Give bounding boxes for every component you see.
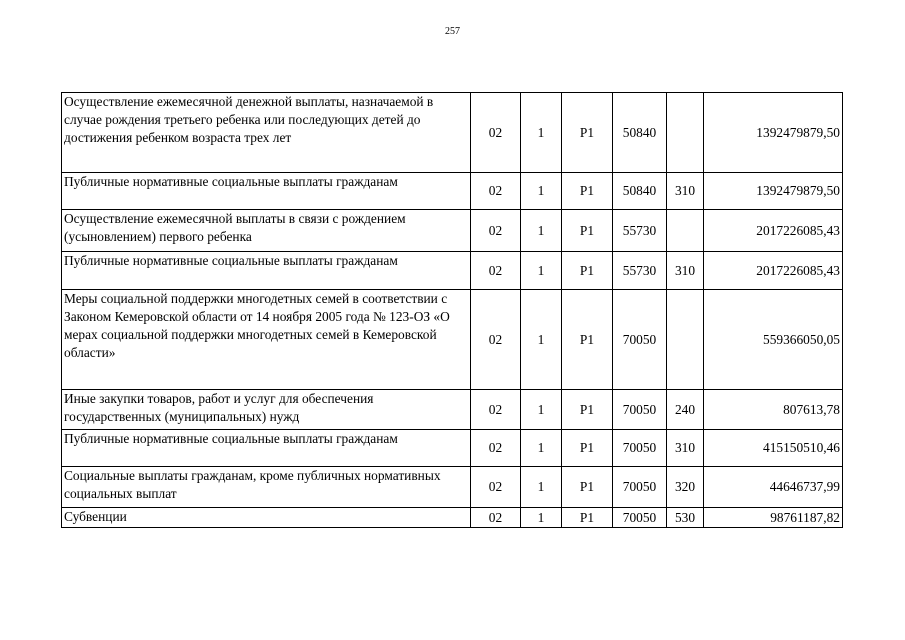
amount-cell: 2017226085,43: [704, 210, 843, 252]
page-number: 257: [445, 26, 460, 37]
expense-type-cell: 530: [667, 508, 704, 528]
amount-cell: 559366050,05: [704, 290, 843, 390]
row-name-cell: Публичные нормативные социальные выплаты гражданам: [62, 430, 471, 467]
direction-code-cell: 70050: [613, 390, 667, 430]
section-code-cell: 02: [471, 390, 521, 430]
direction-code-cell: 70050: [613, 508, 667, 528]
amount-cell: 415150510,46: [704, 430, 843, 467]
subprogram-code-cell: P1: [562, 210, 613, 252]
section-code-cell: 02: [471, 173, 521, 210]
subprogram-code-cell: P1: [562, 93, 613, 173]
row-name-cell: Иные закупки товаров, работ и услуг для обеспечения государственных (муниципальных) нужд: [62, 390, 471, 430]
expense-type-cell: 310: [667, 430, 704, 467]
expense-type-cell: [667, 210, 704, 252]
section-code-cell: 02: [471, 508, 521, 528]
section-code-cell: 02: [471, 290, 521, 390]
section-code-cell: 02: [471, 210, 521, 252]
direction-code-cell: 70050: [613, 430, 667, 467]
program-code-cell: 1: [521, 390, 562, 430]
direction-code-cell: 70050: [613, 290, 667, 390]
table-row: [62, 93, 843, 173]
section-code-cell: 02: [471, 467, 521, 508]
row-name-cell: Субвенции: [62, 508, 471, 528]
table-row: [62, 290, 843, 390]
program-code-cell: 1: [521, 252, 562, 290]
expense-type-cell: 310: [667, 173, 704, 210]
row-name-cell: Социальные выплаты гражданам, кроме публичных нормативных социальных выплат: [62, 467, 471, 508]
program-code-cell: 1: [521, 210, 562, 252]
subprogram-code-cell: P1: [562, 173, 613, 210]
amount-cell: 1392479879,50: [704, 173, 843, 210]
subprogram-code-cell: P1: [562, 290, 613, 390]
expense-type-cell: 310: [667, 252, 704, 290]
row-name-cell: Осуществление ежемесячной денежной выплаты, назначаемой в случае рождения третьего ребенка или последующих детей до достижения ребенком возраста трех лет: [62, 93, 471, 173]
table-row: [62, 252, 843, 290]
table-row: [62, 173, 843, 210]
table-row: [62, 467, 843, 508]
direction-code-cell: 50840: [613, 173, 667, 210]
expense-type-cell: 320: [667, 467, 704, 508]
row-name-cell: Публичные нормативные социальные выплаты гражданам: [62, 173, 471, 210]
row-name-cell: Меры социальной поддержки многодетных семей в соответствии с Законом Кемеровской области от 14 ноября 2005 года № 123-ОЗ «О мерах социальной поддержки многодетных семей в Кемеровской области»: [62, 290, 471, 390]
program-code-cell: 1: [521, 467, 562, 508]
table-row: [62, 430, 843, 467]
amount-cell: 807613,78: [704, 390, 843, 430]
subprogram-code-cell: P1: [562, 430, 613, 467]
section-code-cell: 02: [471, 93, 521, 173]
amount-cell: 44646737,99: [704, 467, 843, 508]
amount-cell: 98761187,82: [704, 508, 843, 528]
subprogram-code-cell: P1: [562, 252, 613, 290]
subprogram-code-cell: P1: [562, 390, 613, 430]
row-name-cell: Осуществление ежемесячной выплаты в связи с рождением (усыновлением) первого ребенка: [62, 210, 471, 252]
amount-cell: 1392479879,50: [704, 93, 843, 173]
budget-table: [61, 92, 843, 528]
program-code-cell: 1: [521, 290, 562, 390]
direction-code-cell: 70050: [613, 467, 667, 508]
table-row: [62, 508, 843, 528]
table-row: [62, 210, 843, 252]
section-code-cell: 02: [471, 252, 521, 290]
expense-type-cell: [667, 93, 704, 173]
subprogram-code-cell: P1: [562, 467, 613, 508]
direction-code-cell: 55730: [613, 210, 667, 252]
row-name-cell: Публичные нормативные социальные выплаты гражданам: [62, 252, 471, 290]
direction-code-cell: 55730: [613, 252, 667, 290]
program-code-cell: 1: [521, 430, 562, 467]
expense-type-cell: 240: [667, 390, 704, 430]
program-code-cell: 1: [521, 173, 562, 210]
table-body: [62, 93, 843, 528]
program-code-cell: 1: [521, 93, 562, 173]
program-code-cell: 1: [521, 508, 562, 528]
section-code-cell: 02: [471, 430, 521, 467]
direction-code-cell: 50840: [613, 93, 667, 173]
subprogram-code-cell: P1: [562, 508, 613, 528]
table-row: [62, 390, 843, 430]
expense-type-cell: [667, 290, 704, 390]
amount-cell: 2017226085,43: [704, 252, 843, 290]
